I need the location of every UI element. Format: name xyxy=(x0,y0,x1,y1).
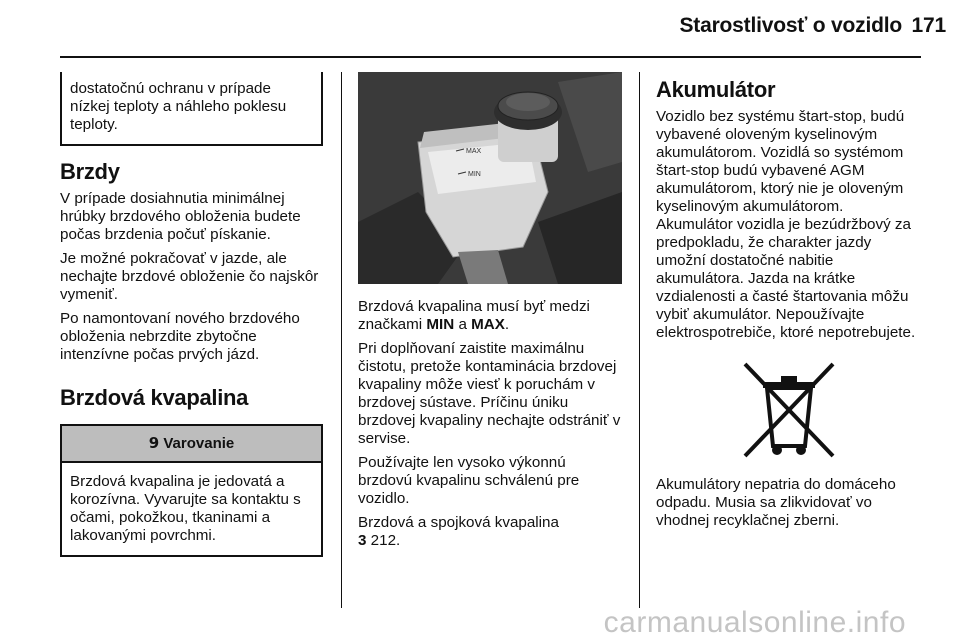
fluid-level-text-c: . xyxy=(504,316,510,333)
brake-fluid-heading: Brzdová kvapalina xyxy=(60,385,249,410)
brakes-paragraph-2: Je možné pokračovať v jazde, ale nechajte brzdové obloženie čo najskôr vymeniť. xyxy=(60,250,319,303)
battery-heading: Akumulátor xyxy=(656,77,776,102)
refill-cleanliness-paragraph: Pri doplňovaní zaistite maximálnu čistotu, pretože kontaminácia brzdovej kvapaliny môže viesť k poruchám v brzdovej sústave. Príčinu úniku brzdovej kvapaliny nechajte odstrániť v servise. xyxy=(358,340,621,447)
page-number: 171 xyxy=(911,14,946,37)
continued-note-box xyxy=(60,72,323,146)
warning-box xyxy=(60,424,323,557)
reservoir-illustration xyxy=(358,72,622,284)
header-rule xyxy=(60,56,921,58)
warning-header xyxy=(62,426,321,463)
header-title: Starostlivosť o vozidlo xyxy=(679,14,902,37)
brake-fluid-reservoir-photo xyxy=(358,72,622,284)
column-left xyxy=(60,72,323,557)
continued-note-text: dostatočnú ochranu v prípade nízkej teploty a náhleho poklesu teploty. xyxy=(70,80,287,133)
page-header xyxy=(679,14,946,38)
battery-disposal-paragraph: Akumulátory nepatria do domáceho odpadu. Musia sa zlikvidovať vo vhodnej recyklačnej zberni. xyxy=(656,476,896,529)
warning-icon: 9 xyxy=(148,434,160,452)
column-right xyxy=(656,72,922,536)
reservoir-max-mark: MAX xyxy=(466,148,482,155)
brakes-heading: Brzdy xyxy=(60,159,120,184)
brakes-paragraph-3: Po namontovaní nového brzdového obloženia nebrzdite zbytočne intenzívne počas prvých jázd. xyxy=(60,310,300,363)
fluid-level-paragraph xyxy=(358,298,622,334)
battery-paragraph-1: Vozidlo bez systému štart-stop, budú vybavené oloveným kyselinovým akumulátorom. Vozidlá so systémom štart-stop budú vybavené AGM akumulátorom, ktorý nie je oloveným kyselinovým akumulátorom. xyxy=(656,108,905,215)
column-divider-2 xyxy=(639,72,640,608)
crossed-out-bin-icon xyxy=(737,358,841,462)
page-reference-arrow-icon: 3 xyxy=(358,532,367,549)
max-label: MAX xyxy=(471,316,505,333)
fluid-type-paragraph: Používajte len vysoko výkonnú brzdovú kvapalinu schválenú pre vozidlo. xyxy=(358,454,580,507)
warning-body: Brzdová kvapalina je jedovatá a korozívna. Vyvarujte sa kontaktu s očami, pokožkou, tkaninami a lakovanými povrchmi. xyxy=(70,473,301,544)
reservoir-min-mark: MIN xyxy=(468,171,481,178)
fluid-level-text-a: Brzdová kvapalina musí byť medzi značkami xyxy=(358,298,590,333)
fluid-level-text-b: a xyxy=(454,316,472,333)
watermark: carmanualsonline.info xyxy=(603,606,906,639)
cross-reference-text: Brzdová a spojková kvapalina xyxy=(358,514,559,531)
battery-paragraph-2: Akumulátor vozidla je bezúdržbový za predpokladu, že charakter jazdy umožní dostatočné nabitie akumulátora. Jazda na krátke vzdialenosti a časté štartovania môžu vybiť akumulátor. Nepoužívajte elektrospotrebiče, ktoré nepotrebujete. xyxy=(656,216,916,341)
cross-reference xyxy=(358,514,622,550)
brakes-paragraph-1: V prípade dosiahnutia minimálnej hrúbky brzdového obloženia budete počas brzdenia počuť pískanie. xyxy=(60,190,301,243)
warning-title: Varovanie xyxy=(163,435,235,452)
column-middle xyxy=(358,72,622,556)
page-reference-number[interactable]: 212. xyxy=(366,532,401,549)
min-label: MIN xyxy=(426,316,455,333)
column-divider-1 xyxy=(341,72,342,608)
